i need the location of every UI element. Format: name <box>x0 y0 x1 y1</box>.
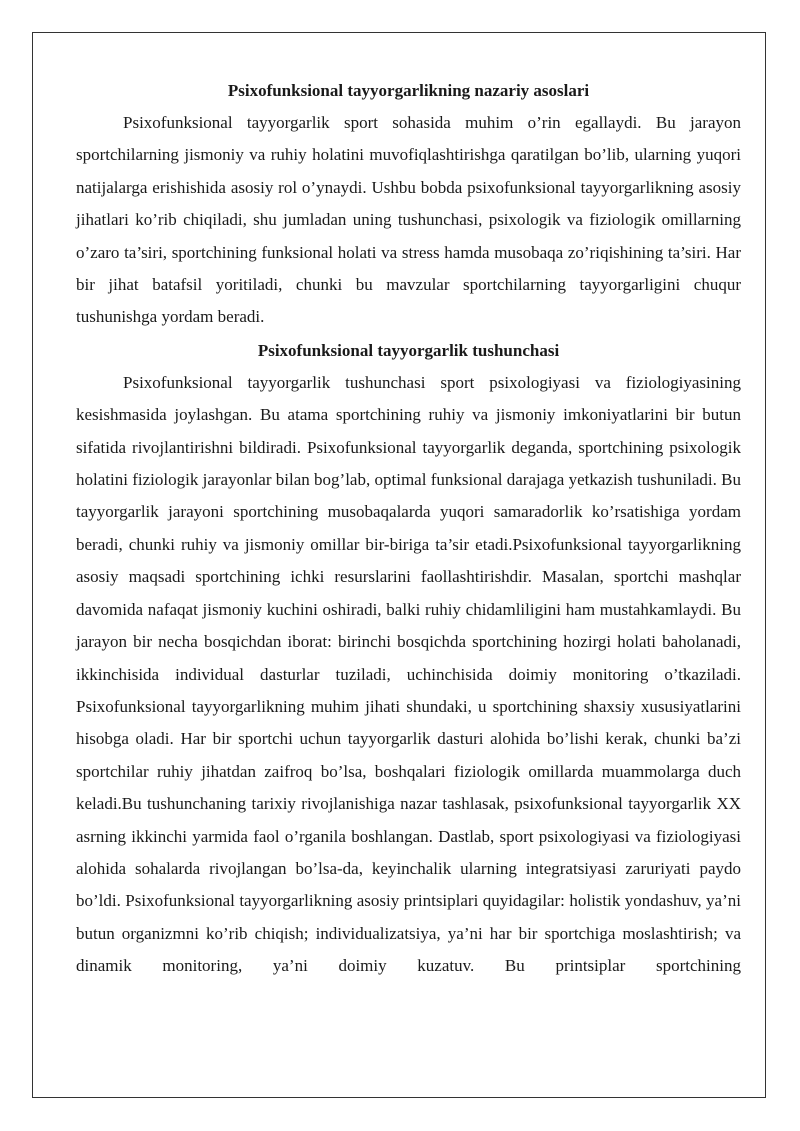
document-body <box>76 74 741 983</box>
section-heading: Psixofunksional tayyorgarlik tushunchasi <box>257 340 560 360</box>
intro-paragraph: Psixofunksional tayyorgarlik sport sohasida muhim o’rin egallaydi. Bu jarayon sportchilarning jismoniy va ruhiy holatini muvofiqlashtirishga qaratilgan bo’lib, ularning yuqori natijalarga erishishida asosiy rol o’ynaydi. Ushbu bobda psixofunksional tayyorgarlikning asosiy jihatlari ko’rib chiqiladi, shu jumladan uning tushunchasi, psixologik va fiziologik omillarning o’zaro ta’siri, sportchining funksional holati va stress hamda musobaqa zo’riqishining ta’siri. Har bir jihat batafsil yoritiladi, chunki bu mavzular sportchilarning tayyorgarligini chuqur tushunishga yordam beradi. <box>76 113 741 327</box>
section-paragraph: Psixofunksional tayyorgarlik tushunchasi sport psixologiyasi va fiziologiyasining kesishmasida joylashgan. Bu atama sportchining ruhiy va jismoniy imkoniyatlarini bir butun sifatida rivojlantirishni bildiradi. Psixofunksional tayyorgarlik deganda, sportchining psixologik holatini fiziologik jarayonlar bilan bog’lab, optimal funksional darajaga yetkazish tushuniladi. Bu tayyorgarlik jarayoni sportchining musobaqalarda yuqori samaradorlik ko’rsatishiga yordam beradi, chunki ruhiy va jismoniy omillar bir-biriga ta’sir etadi.Psixofunksional tayyorgarlikning asosiy maqsadi sportchining ichki resurslarini faollashtirishdir. Masalan, sportchi mashqlar davomida nafaqat jismoniy kuchini oshiradi, balki ruhiy chidamliligini ham mustahkamlaydi. Bu jarayon bir necha bosqichdan iborat: birinchi bosqichda sportchining hozirgi holati baholanadi, ikkinchisida individual dasturlar tuziladi, uchinchisida doimiy monitoring o’tkaziladi. Psixofunksional tayyorgarlikning muhim jihati shundaki, u sportchining shaxsiy xususiyatlarini hisobga oladi. Har bir sportchi uchun tayyorgarlik dasturi alohida bo’lishi kerak, chunki ba’zi sportchilar ruhiy jihatdan zaifroq bo’lsa, boshqalari fiziologik omillarda muammolarga duch keladi.Bu tushunchaning tarixiy rivojlanishiga nazar tashlasak, psixofunksional tayyorgarlik XX asrning ikkinchi yarmida faol o’rganila boshlangan. Dastlab, sport psixologiyasi va fiziologiyasi alohida sohalarda rivojlangan bo’lsa-da, keyinchalik ularning integratsiyasi zaruriyati paydo bo’ldi. Psixofunksional tayyorgarlikning asosiy printsiplari quyidagilar: holistik yondashuv, ya’ni butun organizmni ko’rib chiqish; individualizatsiya, ya’ni har bir sportchiga moslashtirish; va dinamik monitoring, ya’ni doimiy kuzatuv. Bu printsiplar sportchining <box>76 372 741 976</box>
document-title: Psixofunksional tayyorgarlikning nazariy asoslari <box>227 81 590 100</box>
